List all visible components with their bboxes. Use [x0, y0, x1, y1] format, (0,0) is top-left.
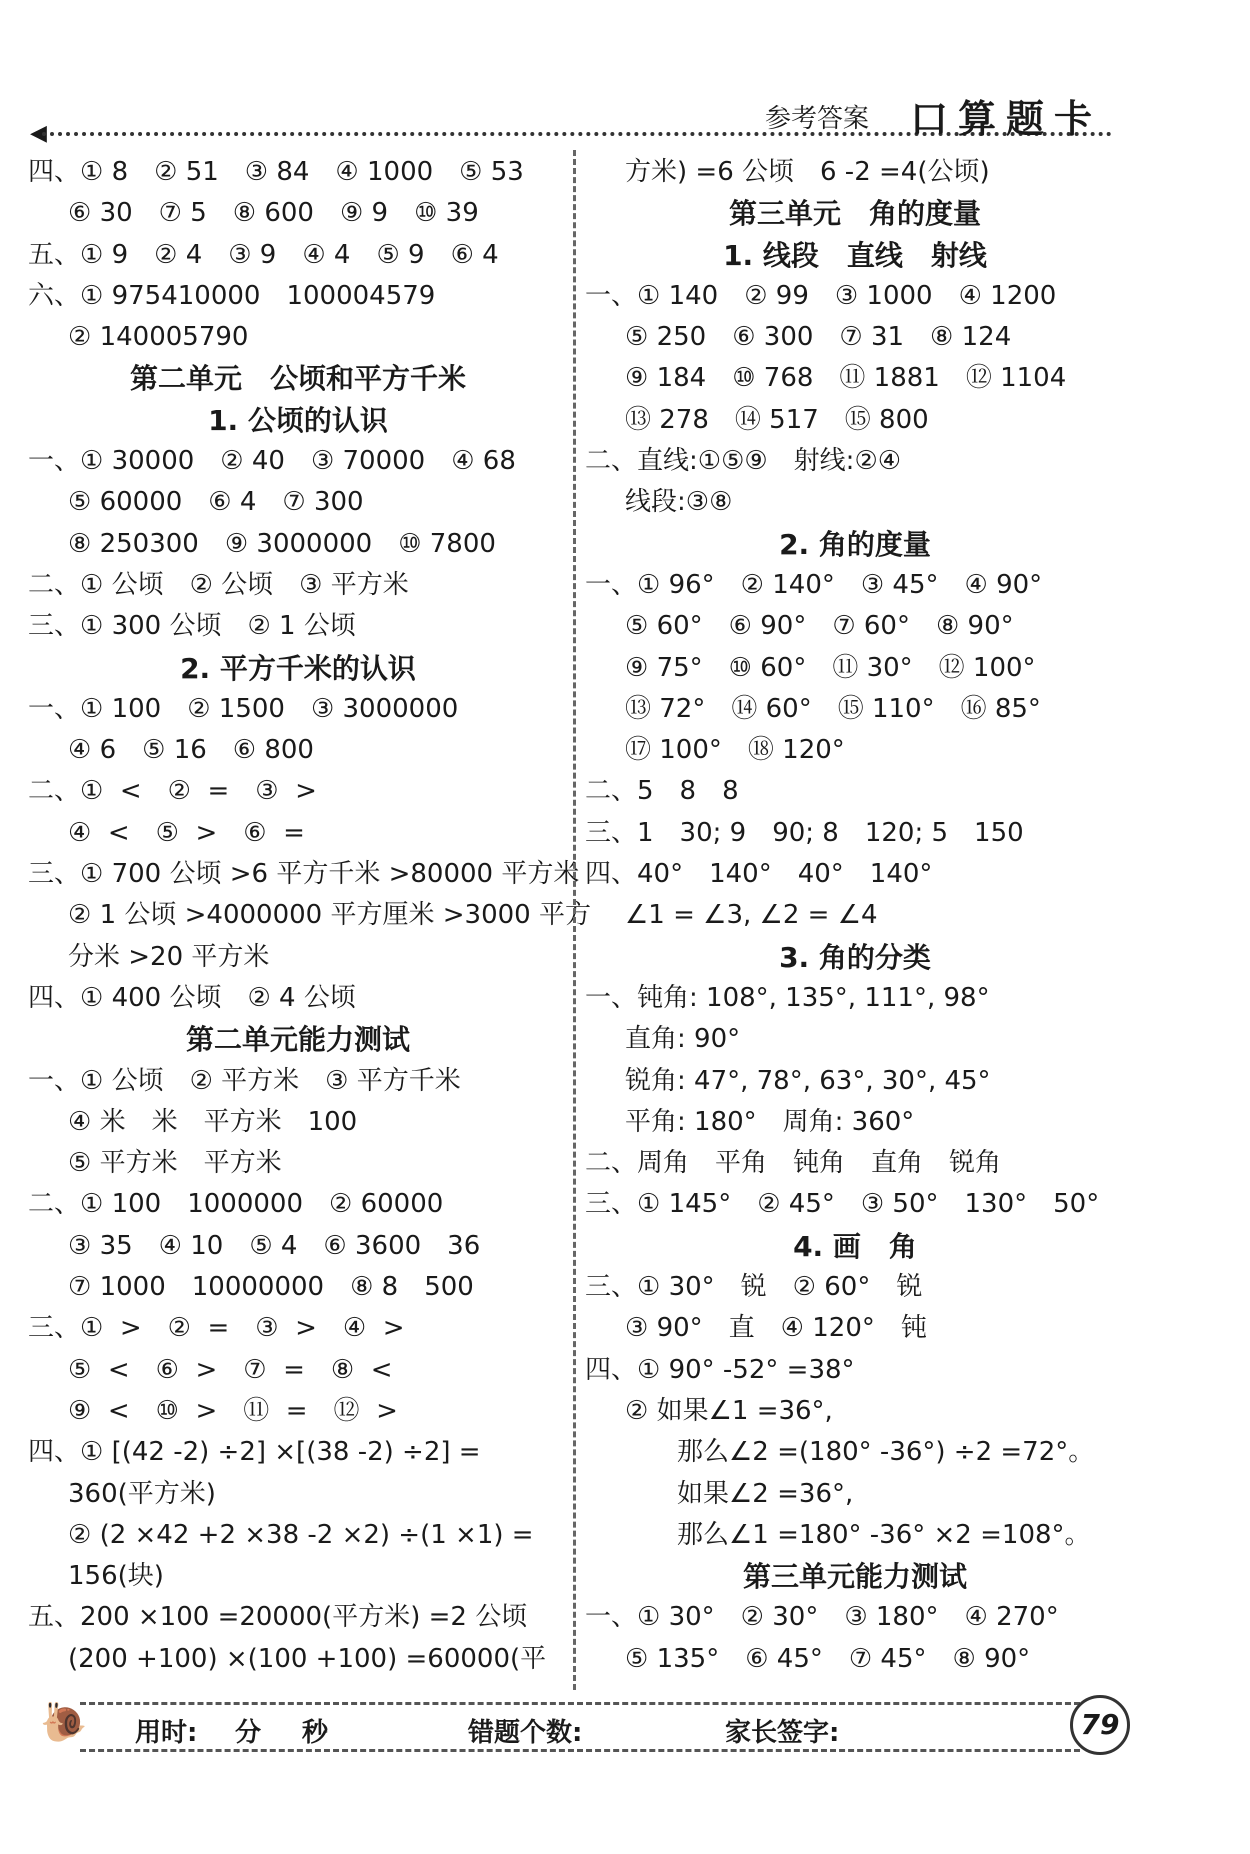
answer-line: 二、① 100 1000000 ② 60000: [28, 1189, 444, 1220]
answer-line: ⑬ 72° ⑭ 60° ⑮ 110° ⑯ 85°: [625, 693, 1041, 724]
section-heading: 第三单元 角的度量: [728, 197, 981, 231]
answer-line: 方米) =6 公顷 6 -2 =4(公顷): [625, 157, 990, 187]
answer-line: 平角: 180° 周角: 360°: [625, 1106, 915, 1137]
section-heading: 第二单元 公顷和平方千米: [129, 362, 466, 396]
answer-line: ⑬ 278 ⑭ 517 ⑮ 800: [625, 404, 929, 435]
answer-line: 二、直线:①⑤⑨ 射线:②④: [585, 446, 902, 477]
answer-line: 一、① 140 ② 99 ③ 1000 ④ 1200: [585, 280, 1057, 311]
answer-line: ③ 35 ④ 10 ⑤ 4 ⑥ 3600 36: [68, 1230, 481, 1261]
answer-line: 分米 >20 平方米: [68, 941, 270, 972]
answer-line: 一、① 30000 ② 40 ③ 70000 ④ 68: [28, 446, 516, 477]
time-label: 用时:: [135, 1718, 198, 1748]
answer-line: 三、① > ② = ③ > ④ >: [28, 1313, 405, 1344]
page-header: [30, 92, 1115, 146]
answer-line: 360(平方米): [68, 1478, 216, 1509]
answer-line: 一、① 公顷 ② 平方米 ③ 平方千米: [28, 1065, 461, 1096]
error-count-label: 错题个数:: [468, 1718, 583, 1748]
answer-line: 三、① 145° ② 45° ③ 50° 130° 50°: [585, 1189, 1100, 1220]
section-heading: 2. 角的度量: [779, 527, 931, 561]
answer-line: 如果∠2 =36°,: [625, 1478, 854, 1509]
answer-line: ⑧ 250300 ⑨ 3000000 ⑩ 7800: [68, 528, 496, 559]
answer-line: 四、① 8 ② 51 ③ 84 ④ 1000 ⑤ 53: [28, 157, 524, 187]
answer-line: ② 如果∠1 =36°,: [625, 1395, 833, 1426]
answer-line: 一、① 100 ② 1500 ③ 3000000: [28, 693, 459, 724]
answer-line: 四、① 90° -52° =38°: [585, 1354, 855, 1385]
answer-line: 线段:③⑧: [625, 487, 733, 518]
answer-line: ② 1 公顷 >4000000 平方厘米 >3000 平方: [68, 900, 591, 931]
answer-line: ④ 6 ⑤ 16 ⑥ 800: [68, 735, 314, 766]
answer-line: ∠1 = ∠3, ∠2 = ∠4: [625, 900, 878, 931]
answer-line: 四、① 400 公顷 ② 4 公顷: [28, 982, 356, 1013]
answer-line: 锐角: 47°, 78°, 63°, 30°, 45°: [625, 1065, 991, 1096]
answer-line: 三、① 700 公顷 >6 平方千米 >80000 平方米: [28, 859, 580, 890]
answer-line: ⑥ 30 ⑦ 5 ⑧ 600 ⑨ 9 ⑩ 39: [68, 198, 479, 229]
answer-line: 二、① < ② = ③ >: [28, 776, 317, 807]
snail-icon: 🐌: [40, 1700, 88, 1744]
answer-line: ⑨ 75° ⑩ 60° ⑪ 30° ⑫ 100°: [625, 652, 1036, 683]
answer-line: ⑤ 60° ⑥ 90° ⑦ 60° ⑧ 90°: [625, 611, 1014, 642]
answer-line: 一、① 96° ② 140° ③ 45° ④ 90°: [585, 569, 1043, 600]
answer-line: 五、200 ×100 =20000(平方米) =2 公顷: [28, 1602, 528, 1633]
column-divider: [573, 150, 576, 1690]
parent-signature-label: 家长签字:: [725, 1718, 840, 1748]
left-arrow-icon: ◀: [30, 121, 47, 146]
answer-line: ③ 90° 直 ④ 120° 钝: [625, 1313, 927, 1344]
answer-line: ⑨ < ⑩ > ⑪ = ⑫ >: [68, 1395, 398, 1426]
answer-line: ⑨ 184 ⑩ 768 ⑪ 1881 ⑫ 1104: [625, 363, 1067, 394]
section-heading: 4. 画 角: [793, 1229, 917, 1263]
answer-line: ⑤ 135° ⑥ 45° ⑦ 45° ⑧ 90°: [625, 1643, 1031, 1674]
answer-line: ⑦ 1000 10000000 ⑧ 8 500: [68, 1272, 474, 1303]
answer-line: ⑰ 100° ⑱ 120°: [625, 735, 845, 766]
answer-line: 156(块): [68, 1561, 164, 1592]
answer-line: 一、钝角: 108°, 135°, 111°, 98°: [585, 982, 990, 1013]
answer-line: 二、周角 平角 钝角 直角 锐角: [585, 1148, 1002, 1179]
section-heading: 第三单元能力测试: [742, 1560, 967, 1594]
answer-line: 三、① 30° 锐 ② 60° 锐: [585, 1272, 923, 1303]
answer-line: ⑤ 60000 ⑥ 4 ⑦ 300: [68, 487, 364, 518]
section-heading: 2. 平方千米的认识: [180, 651, 416, 685]
answer-line: 四、40° 140° 40° 140°: [585, 859, 933, 890]
answer-line: ⑤ < ⑥ > ⑦ = ⑧ <: [68, 1354, 393, 1385]
answer-line: (200 +100) ×(100 +100) =60000(平: [68, 1643, 547, 1674]
answer-line: ⑤ 平方米 平方米: [68, 1148, 282, 1179]
seconds-label: 秒: [302, 1718, 329, 1748]
right-column: [585, 152, 1125, 1680]
answer-line: 五、① 9 ② 4 ③ 9 ④ 4 ⑤ 9 ⑥ 4: [28, 239, 499, 270]
answer-line: 一、① 30° ② 30° ③ 180° ④ 270°: [585, 1602, 1059, 1633]
page-number: 79: [1070, 1695, 1130, 1755]
answer-line: 那么∠2 =(180° -36°) ÷2 =72°。: [625, 1437, 1095, 1468]
answer-line: ④ 米 米 平方米 100: [68, 1106, 358, 1137]
section-heading: 1. 公顷的认识: [208, 403, 388, 437]
answer-line: 三、① 300 公顷 ② 1 公顷: [28, 611, 356, 642]
page-footer: [40, 1690, 1120, 1760]
header-title: 口算题卡: [910, 97, 1103, 141]
answer-line: 二、5 8 8: [585, 776, 739, 807]
answer-line: 三、1 30; 9 90; 8 120; 5 150: [585, 817, 1024, 848]
left-column: [28, 152, 591, 1680]
minutes-label: 分: [235, 1718, 262, 1748]
answer-line: 二、① 公顷 ② 公顷 ③ 平方米: [28, 569, 409, 600]
answer-line: 直角: 90°: [625, 1024, 741, 1055]
answer-line: ② (2 ×42 +2 ×38 -2 ×2) ÷(1 ×1) =: [68, 1519, 534, 1550]
header-label: 参考答案: [765, 104, 870, 134]
section-heading: 1. 线段 直线 射线: [723, 238, 987, 272]
answer-line: ② 140005790: [68, 322, 249, 353]
answer-line: 四、① [(42 -2) ÷2] ×[(38 -2) ÷2] =: [28, 1437, 481, 1468]
answer-line: ⑤ 250 ⑥ 300 ⑦ 31 ⑧ 124: [625, 322, 1012, 353]
section-heading: 3. 角的分类: [779, 940, 931, 974]
answer-line: ④ < ⑤ > ⑥ =: [68, 817, 305, 848]
answer-line: 那么∠1 =180° -36° ×2 =108°。: [625, 1519, 1091, 1550]
answer-line: 六、① 975410000 100004579: [28, 280, 436, 311]
section-heading: 第二单元能力测试: [185, 1023, 410, 1057]
